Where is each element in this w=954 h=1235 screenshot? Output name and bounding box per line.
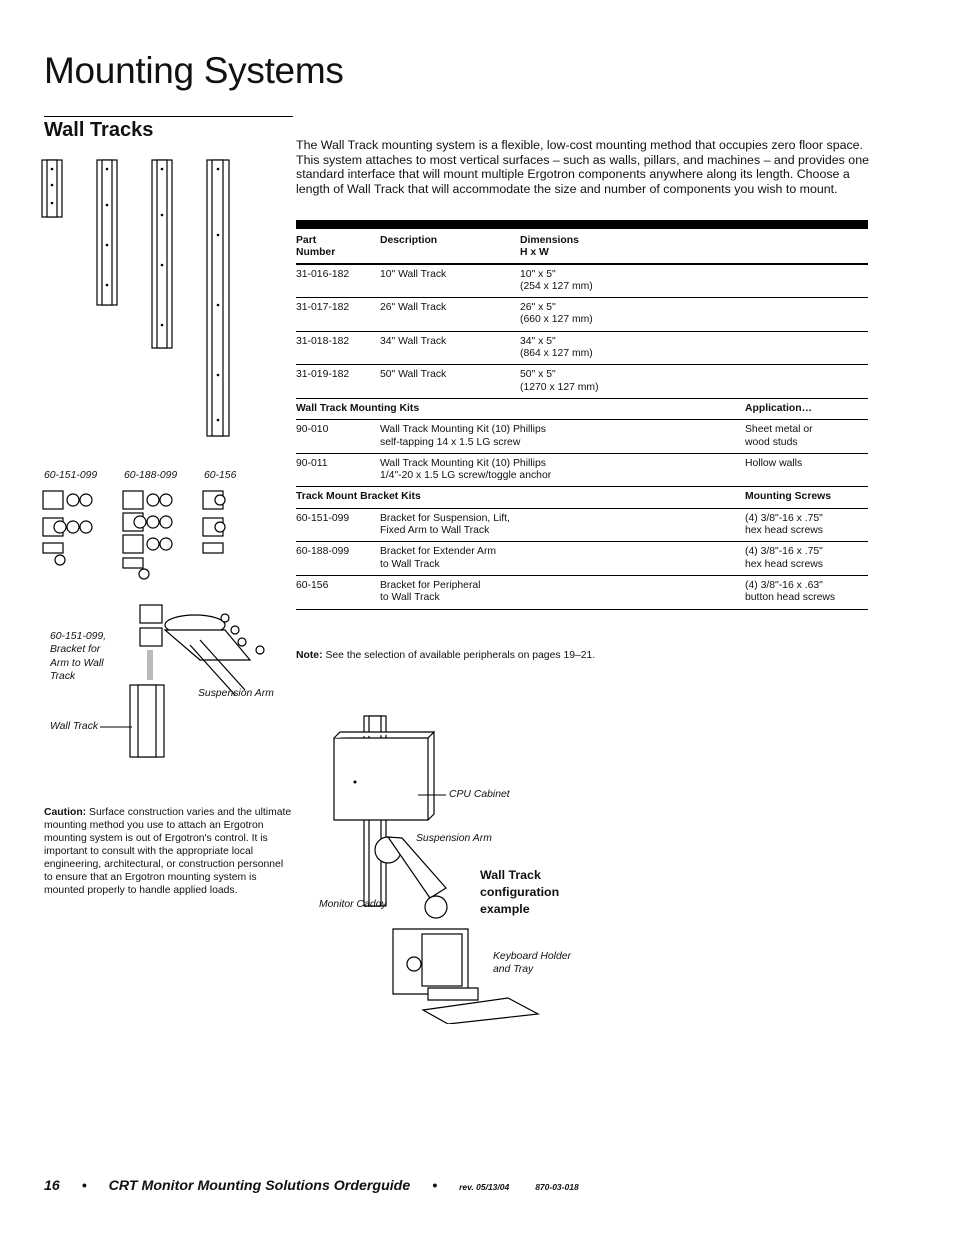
caution-text: Caution: Surface construction varies and the ultimate mounting method you use to attach an Ergotron mounting system is out of Ergotron's control. It is important to consult with the appropriate local engineering, architectural, or construction personnel to ensure that an Ergotron mounting system is mounted properly to handle applied loads. xyxy=(44,807,292,896)
leader-line xyxy=(418,794,446,796)
doc-code: 870-03-018 xyxy=(535,1182,579,1192)
page-footer: 16 • CRT Monitor Mounting Solutions Orderguide • rev. 05/13/04 870-03-018 xyxy=(44,1178,579,1194)
page-number: 16 xyxy=(44,1178,60,1194)
section-title: Wall Tracks xyxy=(44,119,154,141)
table-row: 90-011 Wall Track Mounting Kit (10) Phillips 1/4"-20 x 1.5 LG screw/toggle anchor Hollow walls xyxy=(296,453,868,487)
section-rule xyxy=(44,116,293,117)
spec-table xyxy=(296,231,868,610)
callout-wall-track: Wall Track xyxy=(50,721,99,732)
callout-bracket: 60-151-099, Bracket for Arm to Wall Track xyxy=(50,631,107,683)
intro-paragraph: The Wall Track mounting system is a flexible, low-cost mounting method that occupies zero floor space. This system attaches to most vertical surfaces – such as walls, pillars, and machines – and provides one standard interface that will mount multiple Ergotron components anywhere along its length. Choose a length of Wall Track that will accommodate the size and number of components you wish to mount. xyxy=(296,138,869,197)
bracket-assembly-illustration xyxy=(110,600,280,760)
bracket-kit-illustrations xyxy=(40,488,240,583)
revision: rev. 05/13/04 xyxy=(459,1182,510,1192)
table-row: 31-018-182 34" Wall Track 34" x 5" (864 x 127 mm) xyxy=(296,331,868,365)
leader-line xyxy=(100,726,132,728)
note-text: Note: See the selection of available peripherals on pages 19–21. xyxy=(296,650,596,661)
table-row: 31-019-182 50" Wall Track 50" x 5" (1270 x 127 mm) xyxy=(296,365,868,399)
table-row: 60-156 Bracket for Peripheral to Wall Track (4) 3/8"-16 x .63" button head screws xyxy=(296,575,868,609)
callout-suspension-arm: Suspension Arm xyxy=(198,688,274,699)
brackets-subheader: Track Mount Bracket Kits Mounting Screws xyxy=(296,487,868,508)
doc-title: CRT Monitor Mounting Solutions Orderguide xyxy=(108,1178,411,1194)
kits-subheader: Wall Track Mounting Kits Application… xyxy=(296,398,868,419)
bracket-label-2: 60-188-099 xyxy=(124,470,178,481)
table-top-bar xyxy=(296,220,868,229)
callout-monitor-caddy: Monitor Caddy xyxy=(319,899,387,910)
bracket-label-3: 60-156 xyxy=(204,470,237,481)
table-row: 31-016-182 10" Wall Track 10" x 5" (254 x 127 mm) xyxy=(296,264,868,298)
callout-keyboard-holder: Keyboard Holder and Tray xyxy=(493,951,571,976)
page-title: Mounting Systems xyxy=(44,50,344,91)
table-row: 60-151-099 Bracket for Suspension, Lift, Fixed Arm to Wall Track (4) 3/8"-16 x .75" hex head screws xyxy=(296,508,868,542)
table-row: 90-010 Wall Track Mounting Kit (10) Phillips self-tapping 14 x 1.5 LG screw Sheet metal or wood studs xyxy=(296,420,868,454)
bracket-label-1: 60-151-099 xyxy=(44,470,98,481)
callout-cpu-cabinet: CPU Cabinet xyxy=(449,789,510,800)
callout-suspension-arm-2: Suspension Arm xyxy=(416,833,492,844)
wall-track-illustrations xyxy=(38,155,243,440)
table-row: 60-188-099 Bracket for Extender Arm to Wall Track (4) 3/8"-16 x .75" hex head screws xyxy=(296,542,868,576)
table-header-row: Part Number Description Dimensions H x W xyxy=(296,231,868,264)
config-label: Wall Track configuration example xyxy=(480,868,560,916)
table-row: 31-017-182 26" Wall Track 26" x 5" (660 x 127 mm) xyxy=(296,298,868,332)
